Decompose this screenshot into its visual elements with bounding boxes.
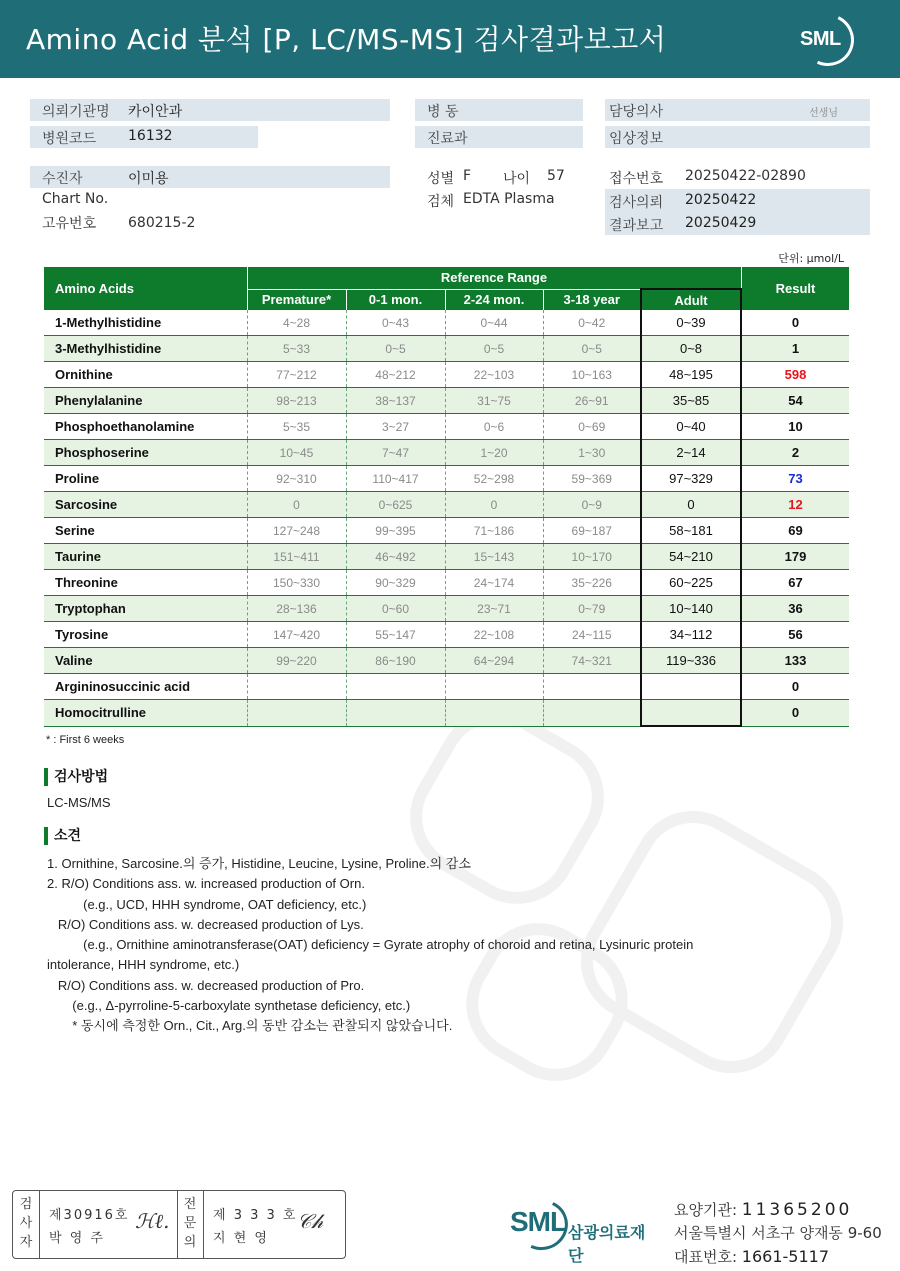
ref-premature: 151~411 xyxy=(247,544,346,570)
table-row xyxy=(44,492,849,518)
result-value: 598 xyxy=(741,362,849,388)
ref-2-24-mon: 22~108 xyxy=(445,622,543,648)
amino-acid-name: Serine xyxy=(44,518,247,544)
ref-3-18-year: 0~79 xyxy=(543,596,641,622)
ref-0-1-mon: 0~625 xyxy=(346,492,445,518)
amino-acid-name: Sarcosine xyxy=(44,492,247,518)
col-2-24-mon: 2-24 mon. xyxy=(445,289,543,310)
result-value: 179 xyxy=(741,544,849,570)
findings-line: 1. Ornithine, Sarcosine.의 증가, Histidine, Leucine, Lysine, Proline.의 감소 xyxy=(47,856,471,871)
amino-acid-name: Taurine xyxy=(44,544,247,570)
ref-0-1-mon xyxy=(346,674,445,700)
ref-adult: 54~210 xyxy=(641,544,741,570)
findings-line: intolerance, HHH syndrome, etc.) xyxy=(47,957,240,973)
ref-3-18-year: 0~69 xyxy=(543,414,641,440)
footer-brand xyxy=(510,1200,660,1265)
specialist-license: 제 3 3 3 호 xyxy=(213,1208,298,1223)
ref-3-18-year: 24~115 xyxy=(543,622,641,648)
result-value: 0 xyxy=(741,310,849,336)
ref-0-1-mon: 0~5 xyxy=(346,336,445,362)
amino-acid-name: Phenylalanine xyxy=(44,388,247,414)
unique-id-label: 고유번호 xyxy=(42,216,97,232)
ref-premature xyxy=(247,700,346,727)
specialist-signature-icon: 𝒞𝒽 xyxy=(297,1209,324,1233)
ref-0-1-mon: 55~147 xyxy=(346,622,445,648)
signature-box: 검 사 자 제30916호 박 영 주 ℋℓ. 전 문 의 제 3 3 3 호 지 현 영 𝒞𝒽 xyxy=(12,1190,346,1259)
sml-logo-icon: SML xyxy=(510,1206,567,1237)
ref-adult: 60~225 xyxy=(641,570,741,596)
amino-acid-table xyxy=(44,267,849,727)
ref-0-1-mon: 48~212 xyxy=(346,362,445,388)
ref-3-18-year: 10~170 xyxy=(543,544,641,570)
ref-2-24-mon: 71~186 xyxy=(445,518,543,544)
sex-value: F xyxy=(463,168,472,184)
result-value: 1 xyxy=(741,336,849,362)
ref-adult: 34~112 xyxy=(641,622,741,648)
col-premature: Premature* xyxy=(247,289,346,310)
amino-acid-name: Threonine xyxy=(44,570,247,596)
ref-premature: 4~28 xyxy=(247,310,346,336)
ref-0-1-mon: 0~43 xyxy=(346,310,445,336)
table-row xyxy=(44,414,849,440)
result-value: 56 xyxy=(741,622,849,648)
findings-line: (e.g., UCD, HHH syndrome, OAT deficiency, etc.) xyxy=(47,896,367,912)
table-row xyxy=(44,518,849,544)
findings-line: R/O) Conditions ass. w. decreased production of Lys. xyxy=(47,916,364,932)
findings-line: (e.g., Ornithine aminotransferase(OAT) deficiency = Gyrate atrophy of choroid and retina, Lysinuric protein xyxy=(47,937,694,953)
ref-2-24-mon: 15~143 xyxy=(445,544,543,570)
ref-3-18-year: 0~9 xyxy=(543,492,641,518)
ref-premature: 99~220 xyxy=(247,648,346,674)
ref-3-18-year: 0~5 xyxy=(543,336,641,362)
col-adult: Adult xyxy=(641,289,741,310)
table-row xyxy=(44,700,849,727)
method-value: LC-MS/MS xyxy=(47,795,111,810)
ref-adult: 58~181 xyxy=(641,518,741,544)
table-row xyxy=(44,544,849,570)
ref-premature: 28~136 xyxy=(247,596,346,622)
ref-premature xyxy=(247,674,346,700)
findings-title: 소견 xyxy=(44,827,81,845)
ref-premature: 147~420 xyxy=(247,622,346,648)
ref-premature: 5~33 xyxy=(247,336,346,362)
amino-acid-name: 3-Methylhistidine xyxy=(44,336,247,362)
patient-field: 수진자 이미용 xyxy=(30,166,390,188)
col-reference-range: Reference Range xyxy=(247,267,741,289)
ref-premature: 0 xyxy=(247,492,346,518)
ref-premature: 127~248 xyxy=(247,518,346,544)
table-row xyxy=(44,388,849,414)
amino-acid-name: Valine xyxy=(44,648,247,674)
ward-field: 병 동 xyxy=(415,99,583,121)
findings-line: * 동시에 측정한 Orn., Cit., Arg.의 동반 감소는 관찰되지 않았습니다. xyxy=(47,1018,453,1034)
ref-adult: 35~85 xyxy=(641,388,741,414)
receipt-value: 20250422-02890 xyxy=(685,168,806,184)
amino-acid-name: Phosphoserine xyxy=(44,440,247,466)
ref-2-24-mon: 24~174 xyxy=(445,570,543,596)
ref-adult: 10~140 xyxy=(641,596,741,622)
result-value: 133 xyxy=(741,648,849,674)
ref-0-1-mon: 99~395 xyxy=(346,518,445,544)
specialist-name: 지 현 영 xyxy=(213,1231,269,1246)
amino-acid-name: Phosphoethanolamine xyxy=(44,414,247,440)
table-footnote: * : First 6 weeks xyxy=(46,734,125,746)
ref-2-24-mon: 0~5 xyxy=(445,336,543,362)
amino-acid-name: Tyrosine xyxy=(44,622,247,648)
ref-premature: 92~310 xyxy=(247,466,346,492)
col-3-18-year: 3-18 year xyxy=(543,289,641,310)
ref-adult: 97~329 xyxy=(641,466,741,492)
ref-adult: 0~40 xyxy=(641,414,741,440)
ref-0-1-mon: 38~137 xyxy=(346,388,445,414)
ref-2-24-mon: 0 xyxy=(445,492,543,518)
ref-adult xyxy=(641,700,741,727)
table-row xyxy=(44,362,849,388)
unique-id-value: 680215-2 xyxy=(128,215,196,231)
department-field: 진료과 xyxy=(415,126,583,148)
table-row xyxy=(44,622,849,648)
ref-adult: 119~336 xyxy=(641,648,741,674)
ref-3-18-year: 0~42 xyxy=(543,310,641,336)
ref-adult: 0~39 xyxy=(641,310,741,336)
ref-2-24-mon: 31~75 xyxy=(445,388,543,414)
ref-2-24-mon: 52~298 xyxy=(445,466,543,492)
ref-adult: 48~195 xyxy=(641,362,741,388)
ref-0-1-mon: 7~47 xyxy=(346,440,445,466)
table-row xyxy=(44,648,849,674)
ref-adult: 0 xyxy=(641,492,741,518)
ref-3-18-year: 59~369 xyxy=(543,466,641,492)
ref-0-1-mon: 46~492 xyxy=(346,544,445,570)
ref-3-18-year: 1~30 xyxy=(543,440,641,466)
ref-premature: 150~330 xyxy=(247,570,346,596)
ref-adult: 0~8 xyxy=(641,336,741,362)
result-value: 0 xyxy=(741,674,849,700)
clinical-info-field: 임상정보 xyxy=(605,126,870,148)
ref-3-18-year: 74~321 xyxy=(543,648,641,674)
institution-field: 의뢰기관명 카이안과 xyxy=(30,99,390,121)
hospital-code-field: 병원코드 16132 xyxy=(30,126,258,148)
examiner-name: 박 영 주 xyxy=(49,1231,105,1246)
sml-logo-icon: SML xyxy=(798,14,854,64)
chart-no-label: Chart No. xyxy=(42,191,109,207)
ref-2-24-mon: 0~44 xyxy=(445,310,543,336)
ref-2-24-mon: 1~20 xyxy=(445,440,543,466)
ref-3-18-year xyxy=(543,700,641,727)
examiner-signature-icon: ℋℓ. xyxy=(135,1209,170,1233)
ref-3-18-year: 35~226 xyxy=(543,570,641,596)
result-value: 2 xyxy=(741,440,849,466)
table-row xyxy=(44,440,849,466)
result-value: 12 xyxy=(741,492,849,518)
specimen-value: EDTA Plasma xyxy=(463,191,555,207)
col-amino-acids: Amino Acids xyxy=(44,267,247,310)
unit-label: 단위: μmol/L xyxy=(778,252,844,265)
ref-0-1-mon xyxy=(346,700,445,727)
ref-2-24-mon xyxy=(445,674,543,700)
ref-0-1-mon: 0~60 xyxy=(346,596,445,622)
findings-line: 2. R/O) Conditions ass. w. increased production of Orn. xyxy=(47,876,365,892)
result-value: 73 xyxy=(741,466,849,492)
amino-acid-name: Tryptophan xyxy=(44,596,247,622)
ref-3-18-year xyxy=(543,674,641,700)
ref-2-24-mon: 64~294 xyxy=(445,648,543,674)
examiner-license: 제30916호 xyxy=(49,1208,130,1223)
report-header xyxy=(0,0,900,78)
result-value: 0 xyxy=(741,700,849,727)
receipt-label: 접수번호 xyxy=(609,171,664,187)
ref-adult xyxy=(641,674,741,700)
age-label: 나이 xyxy=(503,171,531,187)
table-row xyxy=(44,674,849,700)
amino-acid-name: Ornithine xyxy=(44,362,247,388)
ref-premature: 5~35 xyxy=(247,414,346,440)
ref-0-1-mon: 3~27 xyxy=(346,414,445,440)
amino-acid-name: Argininosuccinic acid xyxy=(44,674,247,700)
result-value: 10 xyxy=(741,414,849,440)
ref-2-24-mon: 23~71 xyxy=(445,596,543,622)
amino-acid-name: Homocitrulline xyxy=(44,700,247,727)
address: 서울특별시 서초구 양재동 9-60 xyxy=(674,1224,882,1242)
ref-0-1-mon: 90~329 xyxy=(346,570,445,596)
col-0-1-mon: 0-1 mon. xyxy=(346,289,445,310)
result-value: 36 xyxy=(741,596,849,622)
result-value: 54 xyxy=(741,388,849,414)
dates-field: 검사의뢰 20250422 결과보고 20250429 xyxy=(605,189,870,235)
amino-acid-name: 1-Methylhistidine xyxy=(44,310,247,336)
table-row xyxy=(44,336,849,362)
brand-name: 삼광의료재단 xyxy=(568,1223,646,1265)
footer-address-block: 요양기관: 11365200 서울특별시 서초구 양재동 9-60 대표번호: 1661-5117 xyxy=(674,1200,882,1266)
ref-premature: 10~45 xyxy=(247,440,346,466)
ref-0-1-mon: 86~190 xyxy=(346,648,445,674)
ref-adult: 2~14 xyxy=(641,440,741,466)
ref-2-24-mon xyxy=(445,700,543,727)
result-value: 69 xyxy=(741,518,849,544)
amino-acid-name: Proline xyxy=(44,466,247,492)
ref-2-24-mon: 22~103 xyxy=(445,362,543,388)
findings-body xyxy=(47,854,847,1037)
sex-label: 성별 xyxy=(427,171,455,187)
doctor-field: 담당의사 선생님 xyxy=(605,99,870,121)
table-row xyxy=(44,310,849,336)
ref-3-18-year: 69~187 xyxy=(543,518,641,544)
ref-premature: 77~212 xyxy=(247,362,346,388)
table-row xyxy=(44,466,849,492)
table-row xyxy=(44,596,849,622)
report-title: Amino Acid 분석 [P, LC/MS-MS] 검사결과보고서 xyxy=(26,23,667,56)
phone-number: 1661-5117 xyxy=(741,1247,830,1266)
findings-line: R/O) Conditions ass. w. decreased production of Pro. xyxy=(47,977,365,993)
col-result: Result xyxy=(741,267,849,310)
ref-3-18-year: 26~91 xyxy=(543,388,641,414)
ref-2-24-mon: 0~6 xyxy=(445,414,543,440)
specimen-label: 검체 xyxy=(427,194,455,210)
age-value: 57 xyxy=(547,168,565,184)
result-value: 67 xyxy=(741,570,849,596)
table-row xyxy=(44,570,849,596)
method-title: 검사방법 xyxy=(44,768,108,786)
findings-line: (e.g., Δ-pyrroline-5-carboxylate synthetase deficiency, etc.) xyxy=(47,998,411,1014)
ref-premature: 98~213 xyxy=(247,388,346,414)
ref-3-18-year: 10~163 xyxy=(543,362,641,388)
institution-number: 11365200 xyxy=(741,1200,853,1220)
ref-0-1-mon: 110~417 xyxy=(346,466,445,492)
